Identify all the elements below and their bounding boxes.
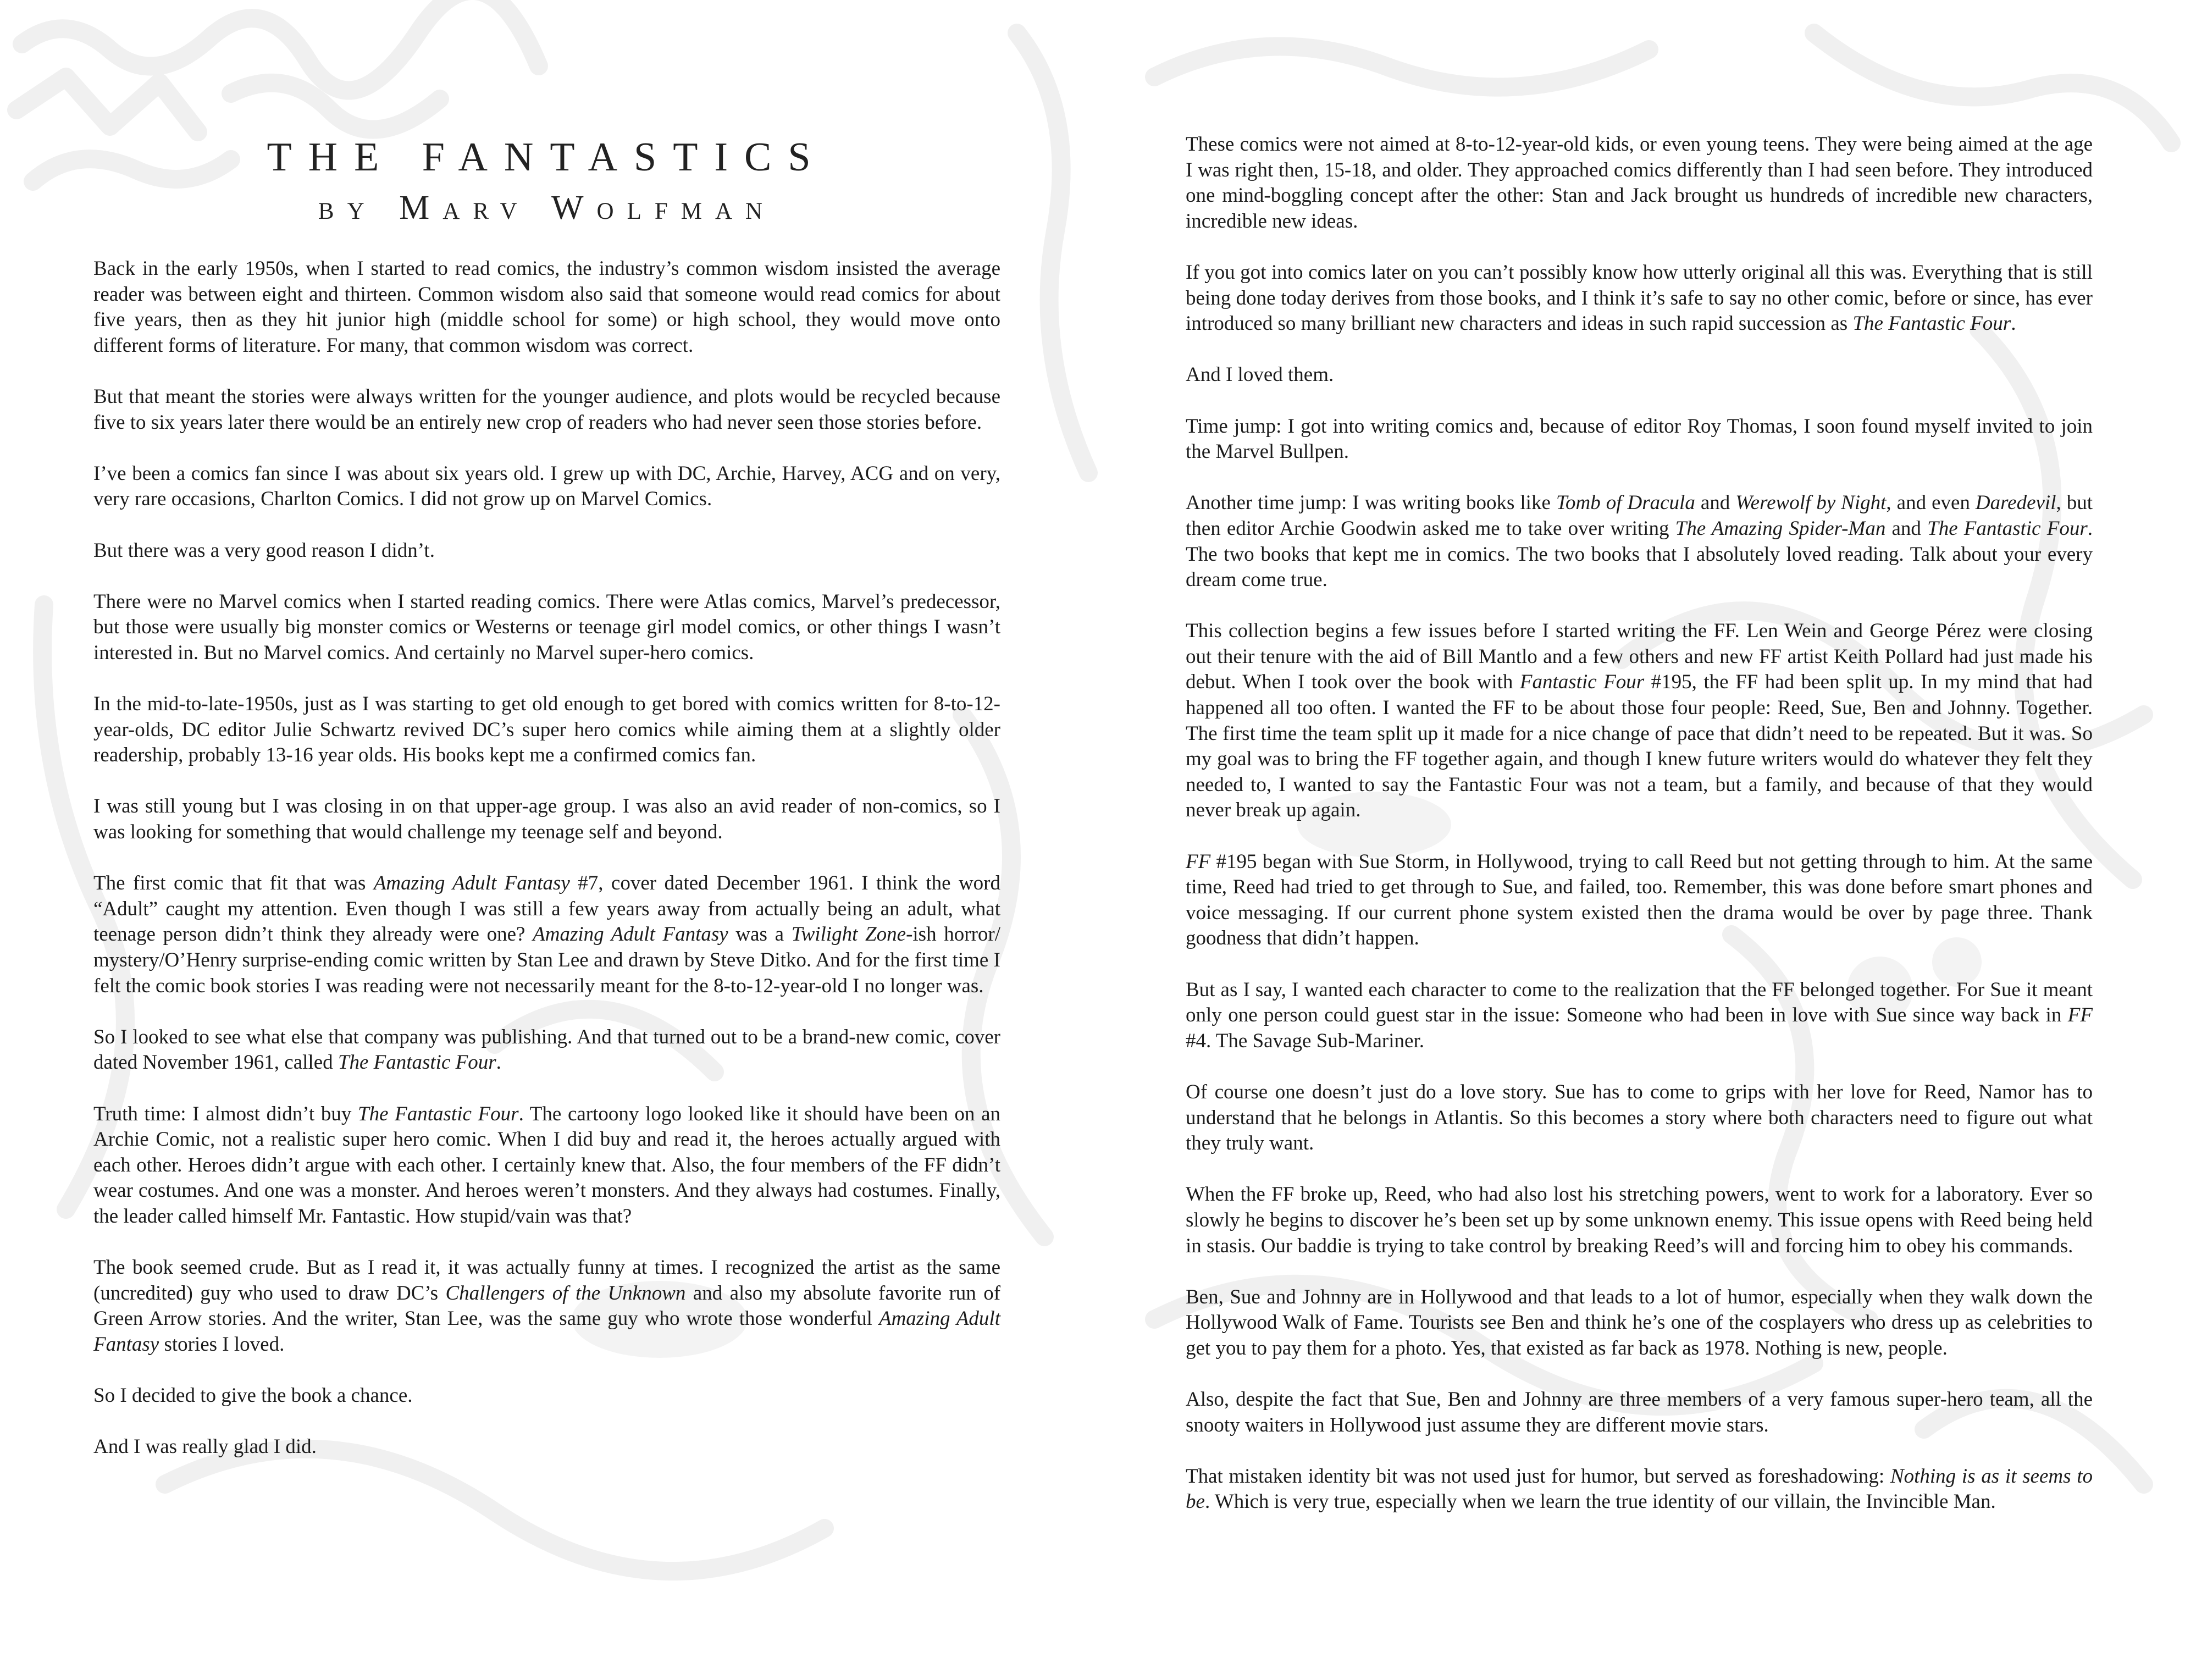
paragraph: Truth time: I almost didn’t buy The Fantastic Four. The cartoony logo looked like it should have been on an Archie Comic, not a realistic super hero comic. When I did buy and read it, the heroes actually argued with each other. Heroes didn’t argue with each other. I certainly knew that. Also, the four members of the FF didn’t wear costumes. And one was a monster. And heroes weren’t monsters. And they always had costumes. Finally, the leader called himself Mr. Fantastic. How stupid/vain was that? [93,1102,1001,1228]
title-italic: The Amazing Spider-Man [1675,517,1886,540]
title-italic: Amazing Adult Fantasy [373,872,570,895]
paragraph: Also, despite the fact that Sue, Ben and Johnny are three members of a very famous super-hero team, all the snooty waiters in Hollywood just assume they are different movie stars. [1186,1388,2093,1436]
paragraph: The book seemed crude. But as I read it, it was actually funny at times. I recognized the artist as the same (uncredited) guy who used to draw DC’s Challengers of the Unknown and also my absolute favorite run of Green Arrow stories. And the writer, Stan Lee, was the same guy who wrote those wonderful Amazing Adult Fantasy stories I loved. [93,1256,1001,1356]
paragraph: Another time jump: I was writing books like Tomb of Dracula and Werewolf by Night, and even Daredevil, but then editor Archie Goodwin asked me to take over writing The Amazing Spider-Man and The Fantastic Four. The two books that kept me in comics. The two books that I absolutely loved reading. Talk about your every dream come true. [1186,491,2093,592]
paragraph: That mistaken identity bit was not used just for humor, but served as foreshadowing: Nothing is as it seems to be. Which is very true, especially when we learn the true identity of our villain, the Invincible Man. [1186,1465,2093,1513]
title-italic: The Fantastic Four [338,1051,496,1074]
emphasis-italic: Nothing is as it seems to be [1186,1465,2093,1513]
title-italic: Fantastic Four [1519,671,1645,694]
title-italic: Twilight Zone [791,923,906,946]
paragraph: Back in the early 1950s, when I started to read comics, the industry’s common wisdom insisted the average reader was between eight and thirteen. Common wisdom also said that someone would read comics for about five years, then as they hit junior high (middle school for some) or high school, they would move onto different forms of literature. For many, that common wisdom was correct. [93,257,1000,357]
page-title: THE FANTASTICS [267,135,827,180]
paragraph: And I was really glad I did. [93,1435,317,1458]
paragraph: So I decided to give the book a chance. [93,1384,413,1407]
right-page [1093,0,2185,1680]
paragraph: I was still young but I was closing in on that upper-age group. I was also an avid reader of non-comics, so I was looking for something that would challenge my teenage self and beyond. [93,795,1000,844]
title-italic: Challengers of the Unknown [445,1281,686,1305]
paragraph: But that meant the stories were always written for the younger audience, and plots would be recycled because five to six years later there would be an entirely new crop of readers who had never seen those stories before. [93,385,1000,434]
paragraph: The first comic that fit that was Amazing Adult Fantasy #7, cover dated December 1961. I think the word “Adult” caught my attention. Even though I was still a few years away from actually being an adult, what teenage person didn’t think they already were one? Amazing Adult Fantasy was a Twilight Zone-ish horror/ mystery/O’Henry surprise-ending comic written by Stan Lee and drawn by Steve Ditko. And for the first time I felt the comic book stories I was reading were not necessarily meant for the 8-to-12-year-old I no longer was. [93,872,1000,997]
title-italic: The Fantastic Four [1852,312,2011,335]
paragraph: Ben, Sue and Johnny are in Hollywood and that leads to a lot of humor, especially when they walk down the Hollywood Walk of Fame. Tourists see Ben and think he’s one of the cosplayers who dress up as celebrities to get you to pay them for a photo. Yes, that existed as far back as 1978. Nothing is new, people. [1186,1285,2093,1360]
author-byline: by Marv Wolfman [318,189,776,226]
title-italic: FF [2067,1004,2093,1027]
title-italic: Daredevil [1975,491,2056,515]
left-page [0,0,1092,1680]
paragraph: But as I say, I wanted each character to come to the realization that the FF belonged together. For Sue it meant only one person could guest star in the issue: Someone who had been in love with Sue since way back in FF #4. The Savage Sub-Mariner. [1186,978,2093,1052]
paragraph: I’ve been a comics fan since I was about six years old. I grew up with DC, Archie, Harvey, ACG and on very, very rare occasions, Charlton Comics. I did not grow up on Marvel Comics. [93,462,1000,511]
title-italic: FF [1186,850,1211,873]
title-italic: The Fantastic Four [1927,517,2088,540]
paragraph: Time jump: I got into writing comics and, because of editor Roy Thomas, I soon found myself invited to join the Marvel Bullpen. [1186,415,2093,463]
title-italic: Werewolf by Night [1735,491,1887,515]
left-text-column [93,256,1000,1486]
paragraph: When the FF broke up, Reed, who had also lost his stretching powers, went to work for a laboratory. Ever so slowly he begins to discover he’s been set up by some unknown enemy. This issue opens with Reed being held in stasis. Our baddie is trying to take control by breaking Reed’s will and forcing him to obey his commands. [1186,1183,2093,1257]
title-italic: The Fantastic Four [358,1102,519,1125]
title-italic: Amazing Adult Fantasy [93,1307,1000,1356]
title-italic: Tomb of Dracula [1556,491,1695,515]
paragraph: And I loved them. [1186,363,1334,386]
paragraph: If you got into comics later on you can’t possibly know how utterly original all this was. Everything that is still being done today derives from those books, and I think it’s safe to say no other comic, before or since, has ever introduced so many brilliant new characters and ideas in such rapid succession as The Fantastic Four. [1186,261,2093,335]
paragraph: FF #195 began with Sue Storm, in Hollywood, trying to call Reed but not getting through to him. At the same time, Reed had tried to get through to Sue, and failed, too. Remember, this was done before smart phones and voice messaging. If our current phone system existed then the drama would be over by page three. Thank goodness that didn’t happen. [1186,850,2093,950]
paragraph: In the mid-to-late-1950s, just as I was starting to get old enough to get bored with comics written for 8-to-12-year-olds, DC editor Julie Schwartz revived DC’s super hero comics while aiming them at a slightly older readership, probably 13-16 year olds. His books kept me a confirmed comics fan. [93,693,1000,767]
paragraph: This collection begins a few issues before I started writing the FF. Len Wein and George Pérez were closing out their tenure with the aid of Bill Mantlo and a few others and new FF artist Keith Pollard had just made his debut. When I took over the book with Fantastic Four #195, the FF had been split up. In my mind that had happened all too often. I wanted the FF to be about those four people: Reed, Sue, Ben and Johnny. Together. The first time the team split up it made for a nice change of pace that didn’t need to be repeated. But it was. So my goal was to bring the FF together again, and though I knew future writers would do whatever they felt they needed to, I wanted to say the Fantastic Four was not a team, but a family, and because of that they would never break up again. [1186,620,2093,822]
paragraph: So I looked to see what else that company was publishing. And that turned out to be a brand-new comic, cover dated November 1961, called The Fantastic Four. [93,1025,1000,1074]
paragraph: These comics were not aimed at 8-to-12-year-old kids, or even young teens. They were being aimed at the age I was right then, 15-18, and older. They approached comics differently than I had seen before. They introduced one mind-boggling concept after the other: Stan and Jack brought us hundreds of incredible new characters, incredible new ideas. [1186,133,2093,233]
right-text-column [1186,132,2093,1541]
title-italic: Amazing Adult Fantasy [533,923,728,946]
paragraph: There were no Marvel comics when I started reading comics. There were Atlas comics, Marvel’s predecessor, but those were usually big monster comics or Westerns or teenage girl model comics, or other things I wasn’t interested in. But no Marvel comics. And certainly no Marvel super-hero comics. [93,590,1000,664]
paragraph: Of course one doesn’t just do a love story. Sue has to come to grips with her love for Reed, Namor has to understand that he belongs in Atlantis. So this becomes a story where both characters need to figure out what they truly want. [1186,1080,2093,1155]
paragraph: But there was a very good reason I didn’t. [93,539,435,562]
article-title-block [93,131,1000,231]
